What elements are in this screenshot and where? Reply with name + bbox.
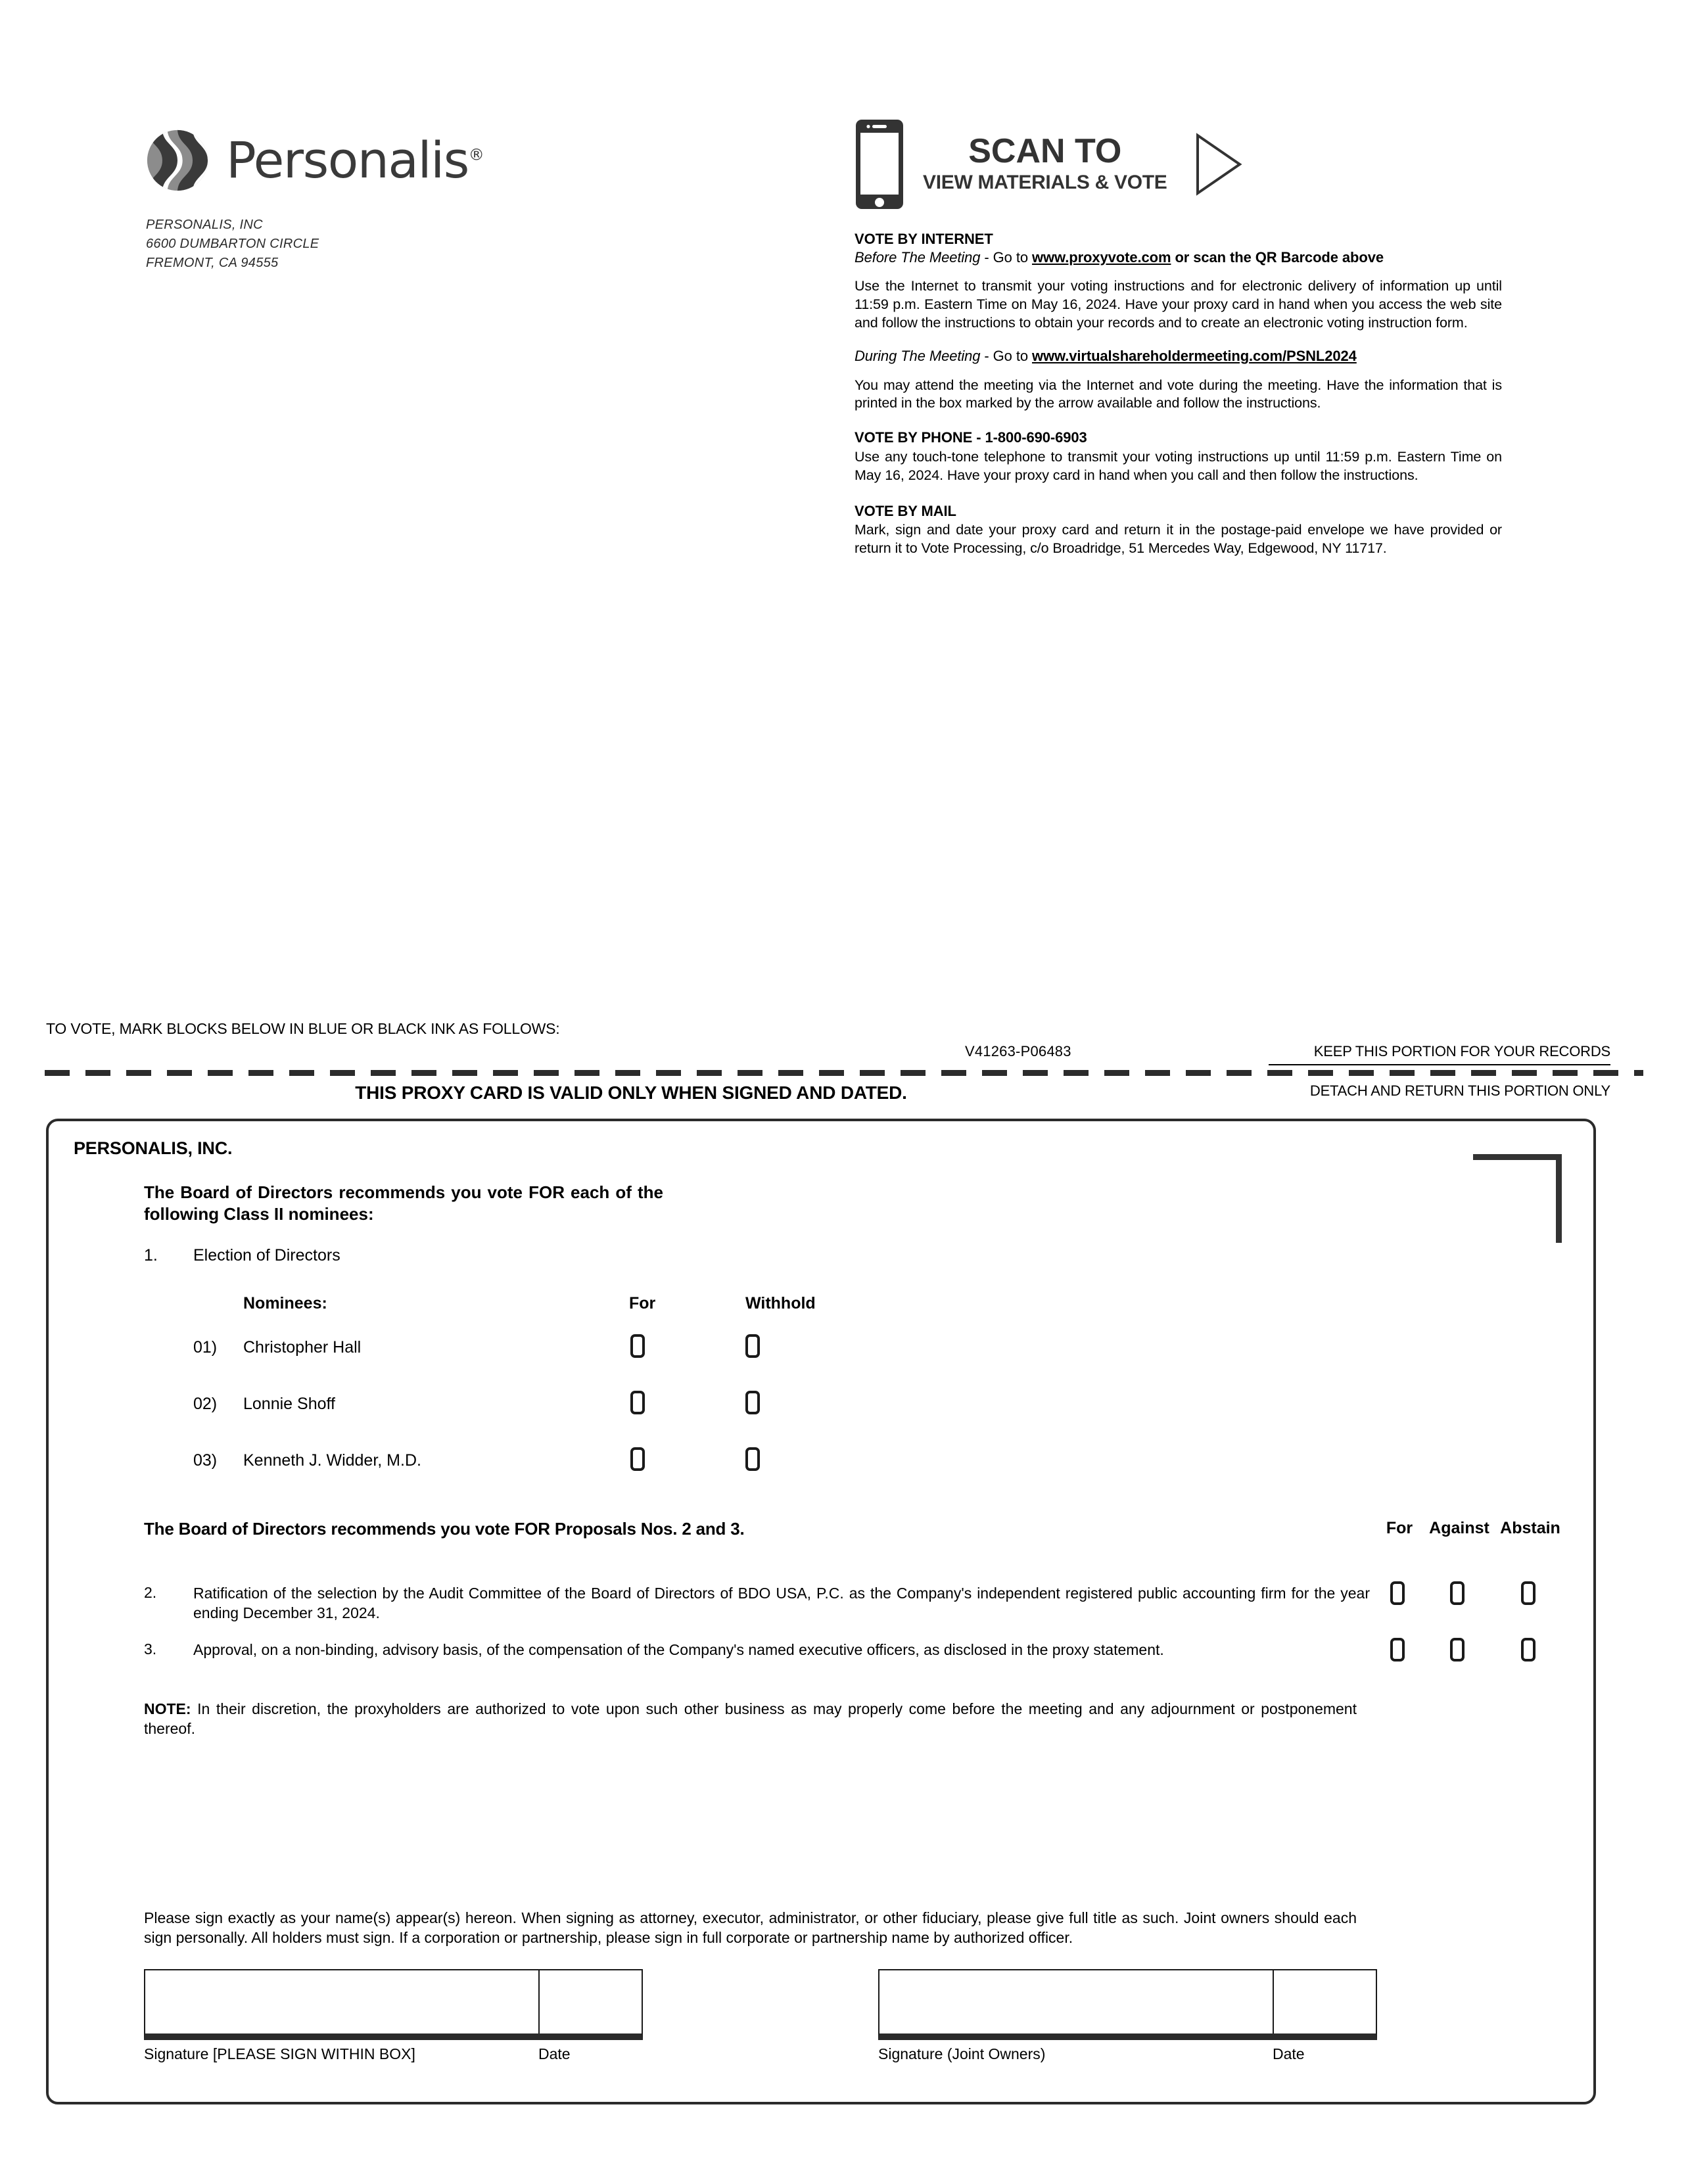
checkbox-against-proposal-3[interactable] (1450, 1638, 1465, 1661)
proposal-column-headers (1375, 1519, 1566, 1538)
proposal-2-checkboxes (1373, 1581, 1564, 1609)
proposal-3-for-cell (1373, 1638, 1422, 1665)
company-address-street: 6600 DUMBARTON CIRCLE (146, 237, 319, 251)
checkbox-against-proposal-2[interactable] (1450, 1581, 1465, 1605)
nominees-header-row (193, 1288, 890, 1319)
proxyvote-link[interactable]: www.proxyvote.com (1032, 248, 1171, 266)
personalis-logo-icon (146, 129, 209, 192)
proxy-card-box (46, 1119, 1596, 2104)
signature-group-joint (878, 1969, 1377, 2062)
vote-by-mail-section (855, 502, 1502, 558)
nominee-withhold-cell (745, 1334, 890, 1361)
proxy-note-text: In their discretion, the proxyholders are authorized to vote upon such other business as may properly come before the meeting and any adjournment or postponement thereof. (144, 1700, 1357, 1737)
voting-instructions-panel (855, 105, 1502, 558)
signature-captions-joint (878, 2045, 1377, 2063)
proposal-3-against-cell (1422, 1638, 1493, 1665)
play-arrow-icon (1194, 133, 1243, 196)
nominee-withhold-cell (745, 1447, 890, 1474)
nominees-table (193, 1288, 890, 1489)
column-header-for: For (1386, 1519, 1413, 1537)
vote-by-internet-heading: VOTE BY INTERNET (855, 231, 993, 247)
scan-to-headline: SCAN TO (968, 132, 1122, 170)
before-meeting-mid: - Go to (980, 248, 1032, 266)
table-row (193, 1432, 890, 1489)
vote-by-phone-heading: VOTE BY PHONE - 1-800-690-6903 (855, 429, 1087, 446)
nominee-index: 03) (193, 1451, 218, 1470)
checkbox-for-proposal-3[interactable] (1390, 1638, 1405, 1661)
signature-instructions: Please sign exactly as your name(s) appear(s) hereon. When signing as attorney, executor, administrator, or other fiduciary, please give full title as such. Joint owners should each sign personally. All holders must sign. If a corporation or partnership, please sign in full corporate or partnership name by authorized officer. (144, 1909, 1357, 1946)
smartphone-icon (855, 118, 904, 210)
proposal-3-checkboxes (1373, 1638, 1564, 1665)
proposal-1-text: Election of Directors (193, 1246, 340, 1265)
column-header-against: Against (1429, 1519, 1489, 1537)
nominee-for-cell (630, 1334, 745, 1361)
logo-row (146, 129, 553, 192)
checkbox-abstain-proposal-3[interactable] (1521, 1638, 1536, 1661)
spacer (855, 333, 1502, 347)
company-address-name: PERSONALIS, INC (146, 218, 263, 232)
column-header-for: For (629, 1293, 656, 1313)
nominee-name: Kenneth J. Widder, M.D. (243, 1451, 421, 1470)
column-header-withhold: Withhold (745, 1293, 816, 1313)
date-input-joint[interactable] (1274, 1970, 1376, 2033)
nominee-index: 01) (193, 1337, 218, 1357)
date-input-primary[interactable] (540, 1970, 642, 2033)
proposal-3-number: 3. (144, 1640, 157, 1658)
signature-captions-primary (144, 2045, 643, 2063)
nominee-withhold-cell (745, 1391, 890, 1418)
signature-group-primary (144, 1969, 643, 2062)
board-recommendation-2: The Board of Directors recommends you vote FOR Proposals Nos. 2 and 3. (144, 1519, 745, 1539)
vote-by-phone-section (855, 429, 1502, 484)
logo-wordmark (226, 131, 484, 189)
during-meeting-label: During The Meeting (855, 347, 981, 364)
during-meeting-body: You may attend the meeting via the Internet and vote during the meeting. Have the information that is printed in the box marked by the arrow available and follow the instructions. (855, 377, 1502, 411)
during-meeting-line (855, 347, 1502, 366)
vote-by-internet-section (855, 230, 1502, 413)
checkbox-for-proposal-2[interactable] (1390, 1581, 1405, 1605)
checkbox-for-nominee-3[interactable] (630, 1447, 645, 1471)
scan-to-vote-text (923, 134, 1167, 195)
virtual-meeting-link[interactable]: www.virtualshareholdermeeting.com/PSNL2024 (1032, 347, 1357, 364)
checkbox-withhold-nominee-2[interactable] (745, 1391, 760, 1414)
checkbox-for-nominee-2[interactable] (630, 1391, 645, 1414)
date-caption-primary: Date (538, 2045, 571, 2062)
during-meeting-mid: - Go to (980, 347, 1032, 364)
proposal-2-text: Ratification of the selection by the Audit Committee of the Board of Directors of BDO USA, P.C. as the Company's independent registered public accounting firm for the year ending December 31, 2024. (193, 1585, 1370, 1621)
company-address-city: FREMONT, CA 94555 (146, 256, 279, 270)
checkbox-abstain-proposal-2[interactable] (1521, 1581, 1536, 1605)
card-company-name: PERSONALIS, INC. (74, 1138, 233, 1158)
vote-by-mail-heading: VOTE BY MAIL (855, 502, 956, 519)
company-address (146, 216, 553, 273)
proposal-1-number: 1. (144, 1246, 158, 1265)
before-meeting-body: Use the Internet to transmit your voting instructions and for electronic delivery of information up until 11:59 p.m. Eastern Time on May 16, 2024. Have your proxy card in hand when you access the web site and follow the instructions to obtain your records and to create an electronic voting instruction form. (855, 278, 1502, 331)
control-number-corner-bracket (1473, 1154, 1562, 1243)
to-vote-instruction: TO VOTE, MARK BLOCKS BELOW IN BLUE OR BLACK INK AS FOLLOWS: (46, 1020, 560, 1037)
checkbox-for-nominee-1[interactable] (630, 1334, 645, 1358)
table-row (193, 1376, 890, 1432)
registered-trademark-icon: ® (468, 145, 484, 164)
proposal-2-for-cell (1373, 1581, 1422, 1609)
nominee-for-cell (630, 1447, 745, 1474)
signature-caption-joint: Signature (Joint Owners) (878, 2045, 1046, 2062)
date-caption-joint: Date (1273, 2045, 1305, 2062)
nominee-name: Christopher Hall (243, 1337, 362, 1357)
signature-caption-primary: Signature [PLEASE SIGN WITHIN BOX] (144, 2045, 415, 2062)
before-meeting-label: Before The Meeting (855, 248, 981, 266)
scan-to-subheadline: VIEW MATERIALS & VOTE (923, 172, 1167, 193)
vote-by-phone-body: Use any touch-tone telephone to transmit your voting instructions up until 11:59 p.m. Eastern Time on May 16, 2024. Have your proxy card in hand when you call and then follow the instructions. (855, 448, 1502, 483)
proxy-valid-notice: THIS PROXY CARD IS VALID ONLY WHEN SIGNED AND DATED. (355, 1082, 907, 1103)
checkbox-withhold-nominee-1[interactable] (745, 1334, 760, 1358)
keep-portion-label: KEEP THIS PORTION FOR YOUR RECORDS (1313, 1043, 1610, 1059)
signature-input-joint[interactable] (879, 1970, 1274, 2033)
proxy-note (144, 1700, 1357, 1739)
before-meeting-tail: or scan the QR Barcode above (1171, 248, 1384, 266)
column-header-abstain: Abstain (1500, 1519, 1560, 1537)
nominees-label: Nominees: (243, 1293, 327, 1313)
nominee-index: 02) (193, 1394, 218, 1413)
board-recommendation-1: The Board of Directors recommends you vote FOR each of the following Class II nominees: (144, 1182, 663, 1224)
control-number: V41263-P06483 (965, 1043, 1071, 1059)
signature-boxes-joint (878, 1969, 1377, 2040)
logo-wordmark-text: Personalis (226, 131, 469, 189)
proposal-2-against-cell (1422, 1581, 1493, 1609)
checkbox-withhold-nominee-3[interactable] (745, 1447, 760, 1471)
keep-portion-underline (1269, 1064, 1610, 1065)
proposal-3-text: Approval, on a non-binding, advisory basis, of the compensation of the Company's named executive officers, as disclosed in the proxy statement. (193, 1641, 1164, 1658)
detach-portion-label: DETACH AND RETURN THIS PORTION ONLY (1309, 1082, 1610, 1099)
proxy-note-label: NOTE: (144, 1700, 191, 1717)
detach-dashed-line (45, 1070, 1643, 1076)
signature-boxes-primary (144, 1969, 643, 2040)
table-row (193, 1319, 890, 1376)
scan-to-vote-banner (855, 105, 1502, 223)
proposal-3-abstain-cell (1493, 1638, 1564, 1665)
nominee-for-cell (630, 1391, 745, 1418)
company-logo-block (146, 129, 553, 273)
vote-by-mail-body: Mark, sign and date your proxy card and return it in the postage-paid envelope we have provided or return it to Vote Processing, c/o Broadridge, 51 Mercedes Way, Edgewood, NY 11717. (855, 522, 1502, 557)
nominee-name: Lonnie Shoff (243, 1394, 335, 1413)
signature-input-primary[interactable] (145, 1970, 540, 2033)
before-meeting-line (855, 248, 1502, 267)
proposal-2-abstain-cell (1493, 1581, 1564, 1609)
proposal-2-number: 2. (144, 1584, 157, 1601)
